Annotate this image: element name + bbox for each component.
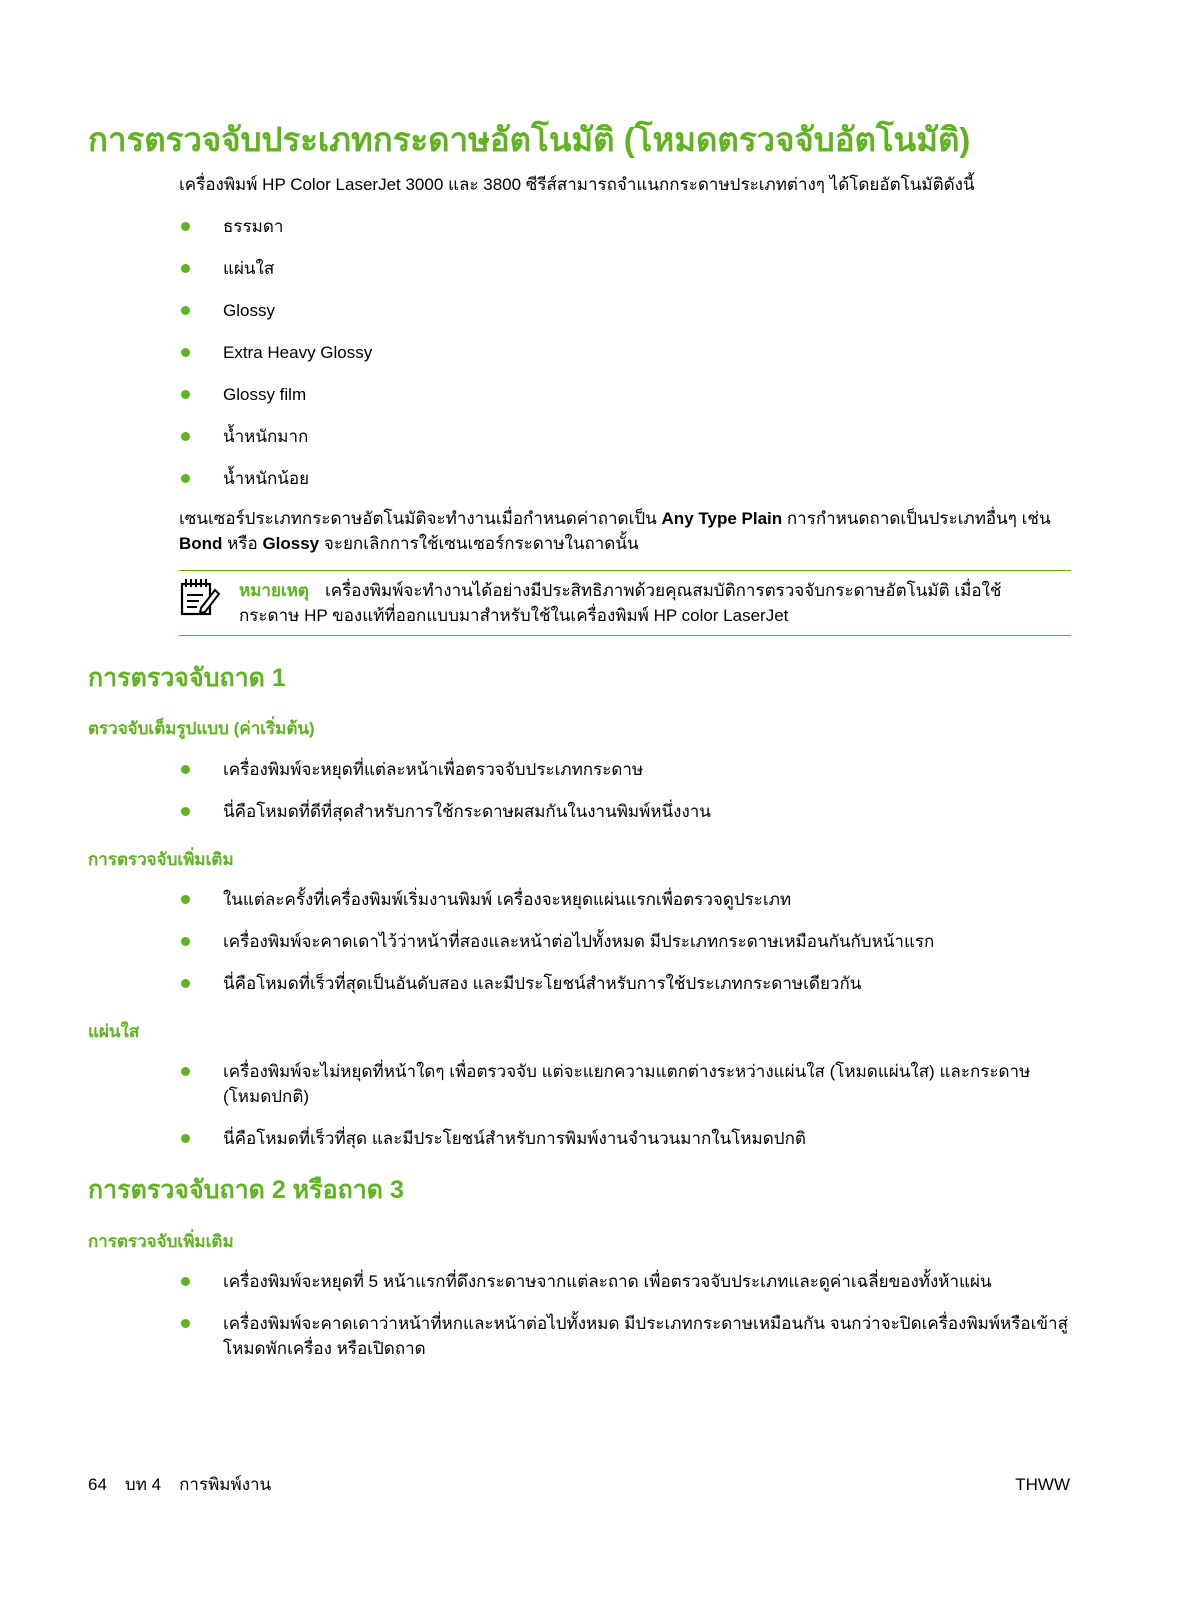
page-number: 64	[88, 1475, 107, 1494]
bullet-icon	[181, 1277, 190, 1286]
subheading-transparency: แผ่นใส	[88, 1022, 140, 1041]
bullet-icon	[181, 390, 190, 399]
list-item: Glossy	[179, 298, 1069, 323]
full-detect-list	[179, 757, 1069, 824]
note-text: หมายเหตุ เครื่องพิมพ์จะทำงานได้อย่างมีประสิทธิภาพด้วยคุณสมบัติการตรวจจับกระดาษอัตโนมัติ เมื่อใช้กระดาษ HP ของแท้ที่ออกแบบมาสำหรับใช้ในเครื่องพิมพ์ HP color LaserJet	[239, 581, 1002, 625]
bullet-icon	[181, 895, 190, 904]
list-item: นี่คือโหมดที่ดีที่สุดสำหรับการใช้กระดาษผสมกันในงานพิมพ์หนึ่งงาน	[179, 799, 1069, 824]
list-item: เครื่องพิมพ์จะไม่หยุดที่หน้าใดๆ เพื่อตรวจจับ แต่จะแยกความแตกต่างระหว่างแผ่นใส (โหมดแผ่นใส) และกระดาษ (โหมดปกติ)	[179, 1059, 1069, 1109]
list-item: นี่คือโหมดที่เร็วที่สุดเป็นอันดับสอง และมีประโยชน์สำหรับการใช้ประเภทกระดาษเดียวกัน	[179, 971, 1069, 996]
page-title: การตรวจจับประเภทกระดาษอัตโนมัติ (โหมดตรวจจับอัตโนมัติ)	[88, 121, 971, 158]
note-box	[179, 570, 1071, 636]
bullet-icon	[181, 765, 190, 774]
bullet-icon	[181, 474, 190, 483]
chapter-title: การพิมพ์งาน	[179, 1475, 272, 1494]
section-heading-tray1: การตรวจจับถาด 1	[88, 664, 286, 692]
sensor-paragraph: เซนเซอร์ประเภทกระดาษอัตโนมัติจะทำงานเมื่อกำหนดค่าถาดเป็น Any Type Plain การกำหนดถาดเป็นประเภทอื่นๆ เช่น Bond หรือ Glossy จะยกเลิกการใช้เซนเซอร์กระดาษในถาดนั้น	[179, 509, 1051, 553]
bullet-icon	[181, 1067, 190, 1076]
list-item: ในแต่ละครั้งที่เครื่องพิมพ์เริ่มงานพิมพ์ เครื่องจะหยุดแผ่นแรกเพื่อตรวจดูประเภท	[179, 887, 1069, 912]
expanded-detect-list	[179, 887, 1069, 996]
footer-left	[88, 1474, 289, 1496]
list-item: เครื่องพิมพ์จะหยุดที่แต่ละหน้าเพื่อตรวจจับประเภทกระดาษ	[179, 757, 1069, 782]
chapter-label: บท 4	[124, 1475, 162, 1494]
bullet-icon	[181, 807, 190, 816]
section-heading-tray23: การตรวจจับถาด 2 หรือถาด 3	[88, 1176, 404, 1204]
note-label: หมายเหตุ	[239, 581, 309, 600]
subheading-full-detect: ตรวจจับเต็มรูปแบบ (ค่าเริ่มต้น)	[88, 719, 315, 738]
bullet-icon	[181, 937, 190, 946]
bullet-icon	[181, 432, 190, 441]
list-item: แผ่นใส	[179, 256, 1069, 281]
intro-paragraph: เครื่องพิมพ์ HP Color LaserJet 3000 และ 3800 ซีรีส์สามารถจำแนกกระดาษประเภทต่างๆ ได้โดยอัตโนมัติดังนี้	[179, 175, 975, 194]
note-pencil-icon	[179, 576, 221, 618]
transparency-list	[179, 1059, 1069, 1151]
bullet-icon	[181, 306, 190, 315]
list-item: เครื่องพิมพ์จะหยุดที่ 5 หน้าแรกที่ดึงกระดาษจากแต่ละถาด เพื่อตรวจจับประเภทและดูค่าเฉลี่ยของทั้งห้าแผ่น	[179, 1269, 1069, 1294]
bullet-icon	[181, 348, 190, 357]
list-item: เครื่องพิมพ์จะคาดเดาไว้ว่าหน้าที่สองและหน้าต่อไปทั้งหมด มีประเภทกระดาษเหมือนกันกับหน้าแรก	[179, 929, 1069, 954]
tray23-expanded-list	[179, 1269, 1069, 1361]
list-item: ธรรมดา	[179, 214, 1069, 239]
list-item: Glossy film	[179, 382, 1069, 407]
bullet-icon	[181, 979, 190, 988]
bullet-icon	[181, 264, 190, 273]
list-item: Extra Heavy Glossy	[179, 340, 1069, 365]
subheading-expanded-detect: การตรวจจับเพิ่มเติม	[88, 850, 234, 869]
list-item: น้ำหนักมาก	[179, 424, 1069, 449]
footer-right: THWW	[1015, 1475, 1070, 1494]
bullet-icon	[181, 1319, 190, 1328]
list-item: เครื่องพิมพ์จะคาดเดาว่าหน้าที่หกและหน้าต่อไปทั้งหมด มีประเภทกระดาษเหมือนกัน จนกว่าจะปิดเครื่องพิมพ์หรือเข้าสู่โหมดพักเครื่อง หรือเปิดถาด	[179, 1311, 1069, 1361]
bullet-icon	[181, 1134, 190, 1143]
subheading-tray23-expanded: การตรวจจับเพิ่มเติม	[88, 1232, 234, 1251]
list-item: น้ำหนักน้อย	[179, 466, 1069, 491]
list-item: นี่คือโหมดที่เร็วที่สุด และมีประโยชน์สำหรับการพิมพ์งานจำนวนมากในโหมดปกติ	[179, 1126, 1069, 1151]
bullet-icon	[181, 222, 190, 231]
paper-types-list	[179, 214, 1069, 491]
